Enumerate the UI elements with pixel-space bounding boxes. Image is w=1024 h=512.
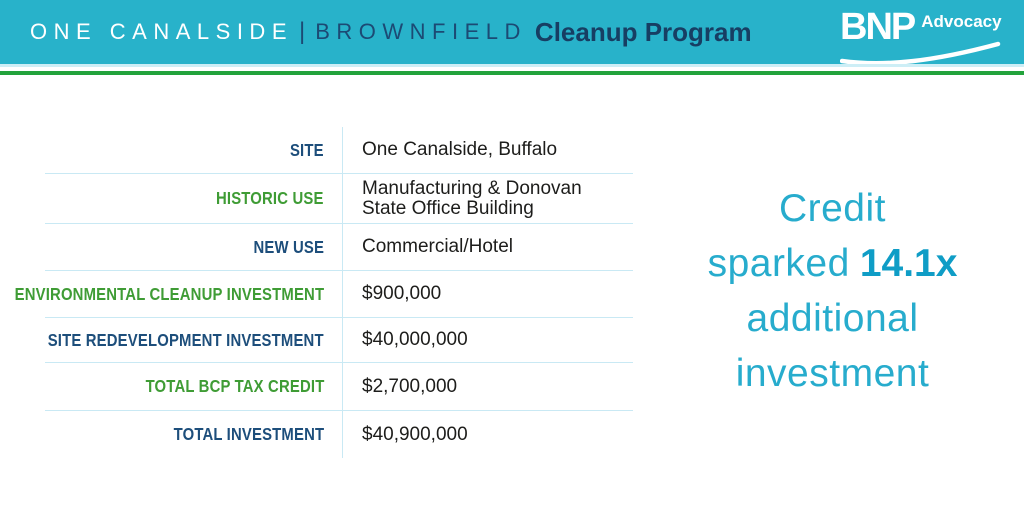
row-label: NEW USE: [253, 236, 324, 257]
callout-word-sparked: sparked: [707, 242, 850, 285]
row-value-cell: [343, 174, 633, 223]
callout-multiplier: 14.1x: [859, 242, 958, 285]
logo-tagline: Advocacy: [921, 12, 1002, 31]
title-program-suffix: Cleanup Program: [534, 16, 752, 47]
row-value-cell: [343, 224, 633, 270]
header-green-stripe: [0, 71, 1024, 75]
row-value: Commercial/Hotel: [362, 236, 513, 257]
row-label: ENVIRONMENTAL CLEANUP INVESTMENT: [14, 283, 324, 304]
table-row-total-bcp-tax-credit: [45, 363, 633, 411]
row-label: SITE: [290, 139, 324, 160]
row-label-cell: [14, 271, 343, 317]
header-bar: [0, 0, 1024, 64]
page-title: [30, 0, 752, 64]
table-row-environmental-cleanup-investment: [14, 271, 633, 318]
row-label: SITE REDEVELOPMENT INVESTMENT: [47, 329, 324, 350]
callout-line-4: investment: [735, 352, 930, 395]
table-row-site: [45, 127, 633, 174]
fact-table: [14, 127, 633, 458]
row-label-cell: [45, 411, 343, 458]
title-program-name: BROWNFIELD: [315, 19, 527, 44]
row-value: $2,700,000: [362, 375, 458, 397]
bnp-logo: [840, 6, 1015, 61]
title-separator: |: [299, 18, 306, 45]
title-site-name: ONE CANALSIDE: [30, 19, 293, 44]
row-value-cell: [343, 363, 633, 410]
callout-text: [670, 181, 995, 401]
row-value-cell: [343, 318, 633, 362]
logo-text: BNP: [840, 6, 915, 48]
row-label: HISTORIC USE: [216, 188, 324, 208]
row-label-cell: [45, 318, 343, 362]
row-value-cell: [343, 271, 633, 317]
row-label-cell: [45, 224, 343, 270]
row-label-cell: [45, 363, 343, 410]
row-value: Manufacturing & Donovan State Office Building: [362, 177, 582, 219]
table-row-new-use: [45, 224, 633, 271]
row-label-cell: [45, 174, 343, 223]
row-label: TOTAL INVESTMENT: [173, 424, 324, 444]
row-value: $40,000,000: [362, 329, 468, 350]
table-row-site-redevelopment-investment: [45, 318, 633, 363]
callout-line-1: Credit: [778, 187, 887, 230]
row-value-cell: [343, 127, 633, 173]
table-row-total-investment: [45, 411, 633, 458]
row-value-cell: [343, 411, 633, 458]
row-value: One Canalside, Buffalo: [362, 139, 558, 160]
callout-line-2: [670, 236, 995, 291]
callout-line-3: additional: [746, 297, 919, 340]
row-label-cell: [45, 127, 343, 173]
table-row-historic-use: [45, 174, 633, 224]
row-label: TOTAL BCP TAX CREDIT: [145, 376, 324, 396]
row-value: $40,900,000: [362, 423, 468, 445]
row-value: $900,000: [362, 283, 442, 304]
